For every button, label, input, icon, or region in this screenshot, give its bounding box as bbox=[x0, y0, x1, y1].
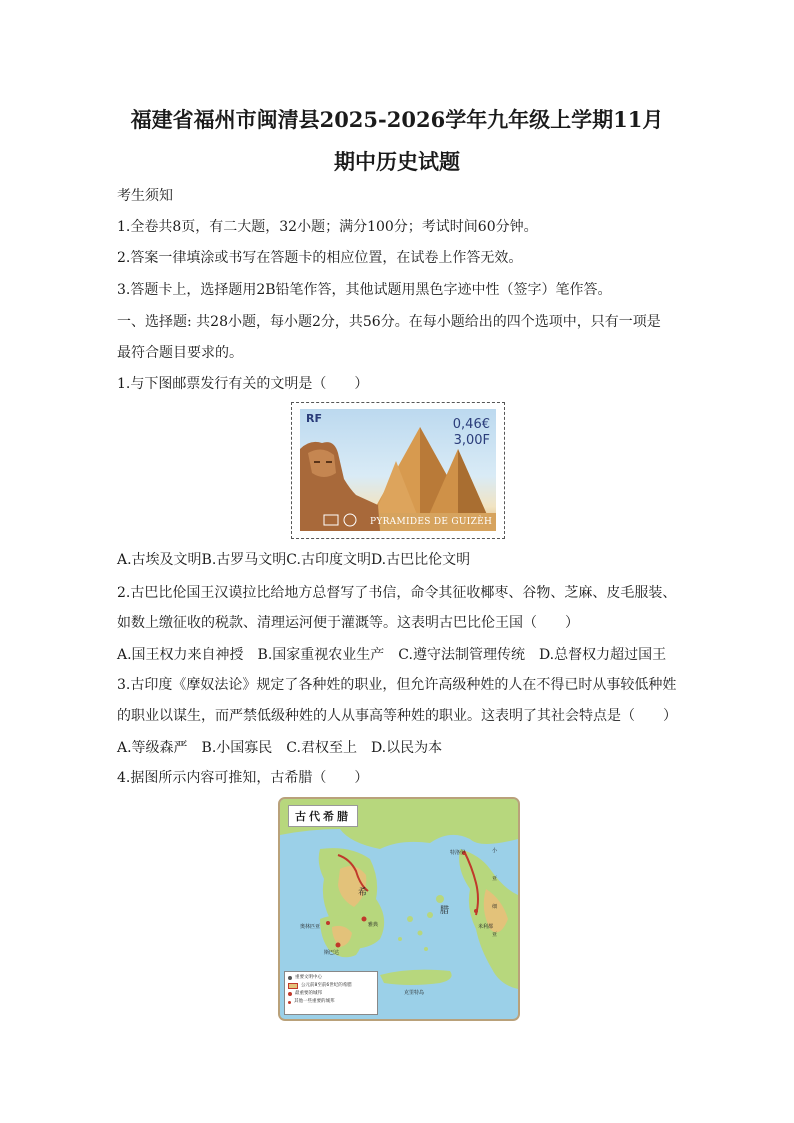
legend-label: 公元前8至前6世纪的希腊 bbox=[301, 983, 352, 988]
map-label-asia-minor-4: 亚 bbox=[492, 932, 498, 938]
section1-intro-line2: 最符合题目要求的。 bbox=[117, 345, 243, 361]
exam-title-line1: 福建省福州市闽清县2025-2026学年九年级上学期11月 bbox=[130, 107, 664, 132]
map-title: 古代希腊 bbox=[288, 805, 358, 827]
stamp-price-euro: 0,46€ bbox=[452, 417, 490, 432]
question-3-stem-line1: 3.古印度《摩奴法论》规定了各种姓的职业，但允许高级种姓的人在不得已时从事较低种姓 bbox=[117, 677, 677, 693]
question-1-stem: 1.与下图邮票发行有关的文明是（ ） bbox=[117, 376, 369, 392]
map-legend bbox=[284, 971, 378, 1015]
notice-item-2: 2.答案一律填涂或书写在答题卡的相应位置，在试卷上作答无效。 bbox=[117, 250, 523, 266]
map-label-asia-minor-2: 亚 bbox=[492, 876, 498, 882]
legend-item-civ-center bbox=[288, 974, 374, 982]
map-label-crete: 克里特岛 bbox=[404, 990, 425, 996]
map-label-athens: 雅典 bbox=[368, 922, 379, 928]
question-3-options: A.等级森严 B.小国寡民 C.君权至上 D.以民为本 bbox=[117, 740, 443, 756]
question-2-options: A.国王权力来自神授 B.国家重视农业生产 C.遵守法制管理传统 D.总督权力超过国王 bbox=[117, 647, 667, 663]
map-label-miletus: 米利都 bbox=[478, 924, 494, 930]
triangle-icon bbox=[288, 976, 292, 980]
question-1-options: A.古埃及文明B.古罗马文明C.古印度文明D.古巴比伦文明 bbox=[117, 552, 471, 568]
small-dot-icon bbox=[288, 1001, 291, 1004]
map-label-troy: 特洛伊 bbox=[450, 850, 466, 856]
legend-label: 重要文明中心 bbox=[295, 975, 322, 980]
map-label-asia-minor-3: 细 bbox=[492, 904, 498, 910]
question-2-stem-line1: 2.古巴比伦国王汉谟拉比给地方总督写了书信，命令其征收椰枣、谷物、芝麻、皮毛服装、 bbox=[117, 585, 677, 601]
notice-item-3: 3.答题卡上，选择题用2B铅笔作答，其他试题用黑色字迹中性（签字）笔作答。 bbox=[117, 282, 612, 298]
legend-item-major-city bbox=[288, 990, 374, 998]
pyramid-stamp-image bbox=[291, 402, 505, 539]
map-label-greece-2: 腊 bbox=[440, 906, 450, 916]
area-swatch-icon bbox=[288, 983, 298, 989]
notice-heading: 考生须知 bbox=[117, 188, 173, 204]
map-label-sparta: 斯巴达 bbox=[324, 950, 340, 956]
question-2-stem-line2: 如数上缴征收的税款、清理运河便于灌溉等。这表明古巴比伦王国（ ） bbox=[117, 615, 579, 631]
section1-intro-line1: 一、选择题: 共28小题，每小题2分，共56分。在每小题给出的四个选项中，只有一项是 bbox=[117, 314, 661, 330]
stamp-caption: PYRAMIDES DE GUIZÈH bbox=[370, 517, 493, 527]
legend-item-greece-extent bbox=[288, 982, 374, 990]
map-label-greece-1: 希 bbox=[358, 888, 368, 898]
question-4-stem: 4.据图所示内容可推知，古希腊（ ） bbox=[117, 770, 369, 786]
legend-label: 最重要的城邦 bbox=[295, 991, 322, 996]
legend-label: 其他一些重要的城邦 bbox=[294, 999, 335, 1004]
notice-item-1: 1.全卷共8页，有二大题，32小题；满分100分；考试时间60分钟。 bbox=[117, 219, 538, 235]
exam-title-line2: 期中历史试题 bbox=[334, 149, 460, 174]
city-dot-icon bbox=[288, 992, 292, 996]
legend-item-other-city bbox=[288, 998, 374, 1006]
ancient-greece-map bbox=[278, 797, 520, 1021]
question-3-stem-line2: 的职业以谋生，而严禁低级种姓的人从事高等种姓的职业。这表明了其社会特点是（ ） bbox=[117, 708, 677, 724]
map-label-olympia: 奥林匹亚 bbox=[300, 924, 321, 930]
stamp-picture bbox=[300, 409, 496, 531]
stamp-price-franc: 3,00F bbox=[453, 433, 490, 448]
map-label-asia-minor-1: 小 bbox=[492, 848, 498, 854]
stamp-country: RF bbox=[306, 412, 322, 425]
